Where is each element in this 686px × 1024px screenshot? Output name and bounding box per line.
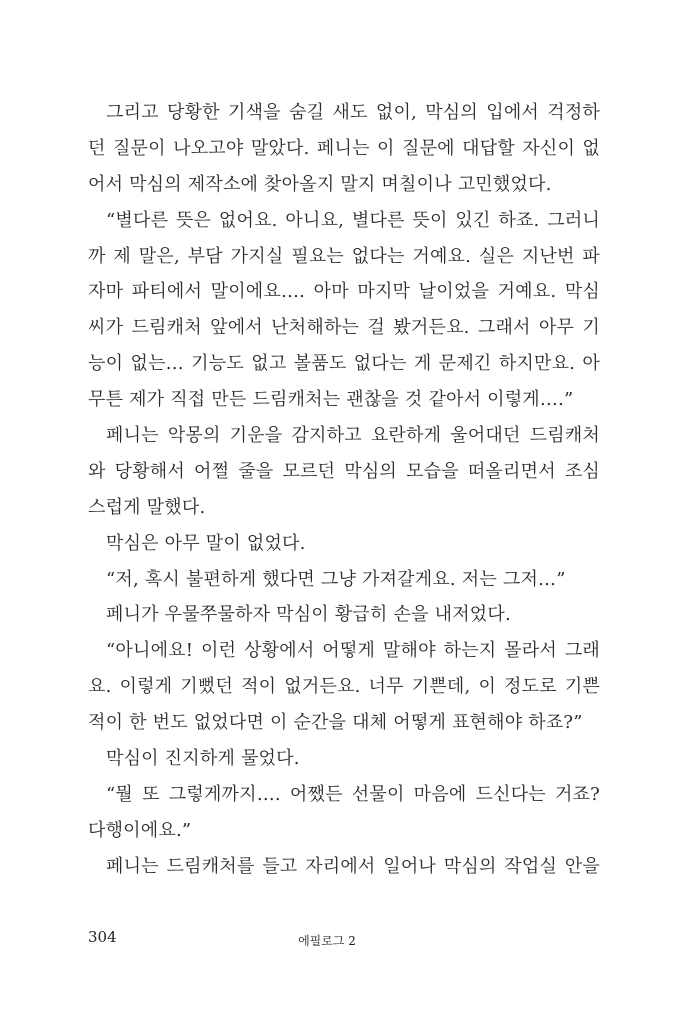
page-number: 304 <box>88 928 117 946</box>
text-line: 어서 막심의 제작소에 찾아올지 말지 며칠이나 고민했었다. <box>88 173 552 195</box>
text-line: 페니는 드림캐처를 들고 자리에서 일어나 막심의 작업실 안을 <box>106 855 600 877</box>
text-line: 무튼 제가 직접 만든 드림캐처는 괜찮을 것 같아서 이렇게….” <box>88 389 574 411</box>
text-line: 적이 한 번도 없었다면 이 순간을 대체 어떻게 표현해야 하죠?” <box>88 712 583 734</box>
text-line: 와 당황해서 어쩔 줄을 모르던 막심의 모습을 떠올리면서 조심 <box>88 460 600 482</box>
text-line: “아니에요! 이런 상황에서 어떻게 말해야 하는지 몰라서 그래 <box>106 640 600 662</box>
text-line: 까 제 말은, 부담 가지실 필요는 없다는 거예요. 실은 지난번 파 <box>88 245 600 267</box>
text-line: 씨가 드림캐처 앞에서 난처해하는 걸 봤거든요. 그래서 아무 기 <box>88 317 600 339</box>
body-text <box>88 95 600 885</box>
text-line: 막심은 아무 말이 없었다. <box>106 532 306 554</box>
text-line: 막심이 진지하게 물었다. <box>106 748 300 770</box>
text-line: 능이 없는… 기능도 없고 볼품도 없다는 게 문제긴 하지만요. 아 <box>88 353 600 375</box>
text-line: 페니는 악몽의 기운을 감지하고 요란하게 울어대던 드림캐처 <box>106 425 600 447</box>
text-line: “뭘 또 그렇게까지…. 어쨌든 선물이 마음에 드신다는 거죠? <box>106 783 600 805</box>
text-line: 다행이에요.” <box>88 819 192 841</box>
running-title: 에필로그 2 <box>298 934 356 948</box>
text-line: 던 질문이 나오고야 말았다. 페니는 이 질문에 대답할 자신이 없 <box>88 137 600 159</box>
text-line: 요. 이렇게 기뻤던 적이 없거든요. 너무 기쁜데, 이 정도로 기쁜 <box>88 676 600 698</box>
text-line: “저, 혹시 불편하게 했다면 그냥 가져갈게요. 저는 그저…” <box>106 568 566 590</box>
text-line: 그리고 당황한 기색을 숨길 새도 없이, 막심의 입에서 걱정하 <box>106 102 600 123</box>
text-line: 스럽게 말했다. <box>88 496 206 518</box>
text-line: “별다른 뜻은 없어요. 아니요, 별다른 뜻이 있긴 하죠. 그러니 <box>106 209 600 231</box>
text-line: 페니가 우물쭈물하자 막심이 황급히 손을 내저었다. <box>106 604 511 626</box>
text-line: 자마 파티에서 말이에요…. 아마 마지막 날이었을 거예요. 막심 <box>88 281 600 303</box>
